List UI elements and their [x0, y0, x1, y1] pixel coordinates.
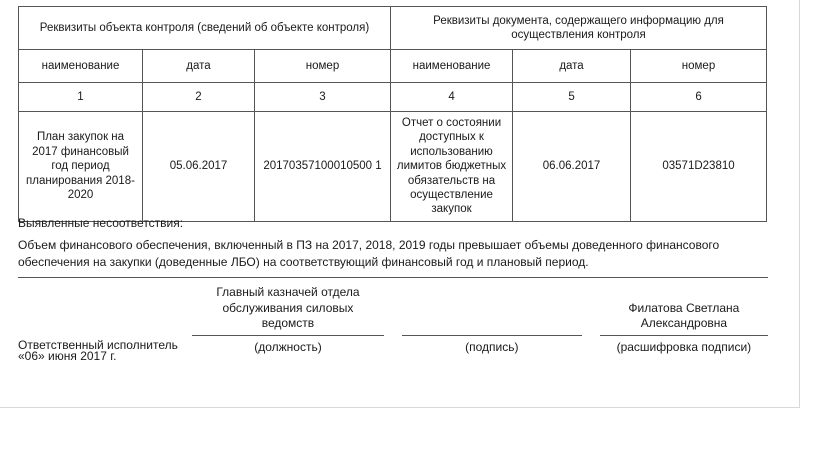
cell-object-date: 05.06.2017 — [143, 112, 255, 222]
cell-object-number: 20170357100010500 1 — [255, 112, 391, 222]
cell-doc-date: 06.06.2017 — [513, 112, 631, 222]
position-column — [192, 285, 384, 354]
signature-block — [18, 285, 768, 354]
column-header-object-name: наименование — [19, 50, 143, 83]
findings-text: Объем финансового обеспечения, включенный в ПЗ на 2017, 2018, 2019 годы превышает объемы доведенного финансового обеспечения на закупки (доведенные ЛБО) на соответствующий финансовый год и плановый период. — [18, 237, 768, 278]
findings-title: Выявленные несоответствия: — [18, 216, 184, 230]
cell-object-name: План закупок на 2017 финансовый год период планирования 2018-2020 — [19, 112, 143, 222]
control-details-table — [18, 6, 767, 222]
table-column-header-row — [19, 50, 767, 83]
sign-value — [402, 302, 582, 334]
table-group-header-row — [19, 7, 767, 50]
page-right-gutter — [800, 0, 819, 460]
decode-value: Филатова Светлана Александровна — [628, 300, 740, 331]
column-number-4: 4 — [391, 83, 513, 112]
column-number-3: 3 — [255, 83, 391, 112]
position-caption: (должность) — [254, 339, 322, 354]
column-number-2: 2 — [143, 83, 255, 112]
sign-caption: (подпись) — [465, 339, 519, 354]
column-header-doc-name: наименование — [391, 50, 513, 83]
table-row — [19, 112, 767, 222]
findings-section — [18, 216, 768, 278]
responsible-label: Ответственный исполнитель — [18, 337, 178, 352]
column-header-doc-date: дата — [513, 50, 631, 83]
cell-doc-name: Отчет о состоянии доступных к использованию лимитов бюджетных обязательств на осуществление закупок — [391, 112, 513, 222]
column-number-6: 6 — [631, 83, 767, 112]
position-value: Главный казначей отдела обслуживания силовых ведомств — [216, 285, 360, 331]
date-line: «06» июня 2017 г. — [18, 349, 117, 363]
column-number-5: 5 — [513, 83, 631, 112]
table-column-number-row — [19, 83, 767, 112]
column-header-object-number: номер — [255, 50, 391, 83]
column-header-object-date: дата — [143, 50, 255, 83]
column-header-doc-number: номер — [631, 50, 767, 83]
decode-caption: (расшифровка подписи) — [616, 339, 752, 354]
decode-column — [600, 301, 768, 354]
column-number-1: 1 — [19, 83, 143, 112]
sign-column — [402, 302, 582, 354]
signature-row — [18, 285, 768, 354]
cell-doc-number: 03571D23810 — [631, 112, 767, 222]
group-header-document: Реквизиты документа, содержащего информацию для осуществления контроля — [391, 7, 767, 50]
group-header-object: Реквизиты объекта контроля (сведений об объекте контроля) — [19, 7, 391, 50]
page-bottom-gutter — [0, 408, 819, 460]
